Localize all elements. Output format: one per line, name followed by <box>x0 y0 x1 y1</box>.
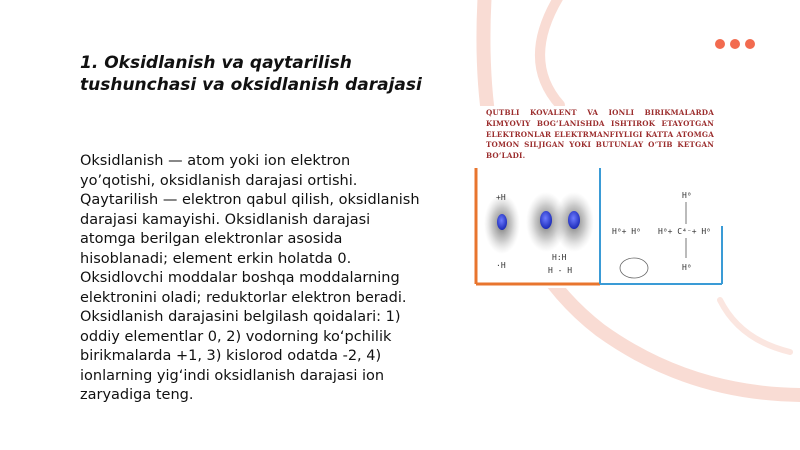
nucleus-h-left <box>497 214 507 230</box>
label-h-left-bottom: ·H <box>496 261 506 270</box>
dot-icon <box>715 39 725 49</box>
chemistry-illustration <box>474 106 724 288</box>
decorative-dots <box>715 39 755 49</box>
label-hh-bond: H - H <box>548 266 573 275</box>
label-hh-dots: H:H <box>552 253 567 262</box>
label-h-bottom-right: H⁰ <box>682 263 692 272</box>
slide-body-text: Oksidlanish — atom yoki ion elektron yo’qotishi, oksidlanish darajasi ortishi. Qaytarilish — elektron qabul qilish, oksidlanish darajasi kamayishi. Oksidlanish darajasi atomga berilgan elektronlar asosida hisoblanadi; element erkin holatda 0. Oksidlovchi moddalar boshqa moddalarning elektronini oladi; reduktorlar elektron beradi. Oksidlanish darajasini belgilash qoidalari: 1) oddiy elementlar 0, 2) vodorning ko‘pchilik birikmalarda +1, 3) kislorod odatda -2, 4) ionlarning yig‘indi oksidlanish darajasi ion zaryadiga teng. <box>80 153 420 403</box>
dot-icon <box>730 39 740 49</box>
label-h-left: +H <box>496 193 506 202</box>
nucleus-h2-left <box>540 211 552 229</box>
figure-caption: QUTBLI KOVALENT VA IONLI BIRIKMALARDA KIMYOVIY BOG‘LANISHDA ISHTIROK ETAYOTGAN ELEKTRONLAR ELEKTRMANFIYLIGI KATTA ATOMGA TOMON SILJIGAN YOKI BUTUNLAY O‘TIB KETGAN BO‘LADI. <box>486 108 714 161</box>
orbital-oval <box>620 258 648 278</box>
dot-icon <box>745 39 755 49</box>
equation-left: H⁰+ H⁰ <box>612 227 641 236</box>
nucleus-h2-right <box>568 211 580 229</box>
label-h-top-right: H⁰ <box>682 191 692 200</box>
equation-right: H⁰+ C⁴⁻+ H⁰ <box>658 227 711 236</box>
slide-title: 1. Oksidlanish va qaytarilish tushunchasi va oksidlanish darajasi <box>80 53 422 95</box>
